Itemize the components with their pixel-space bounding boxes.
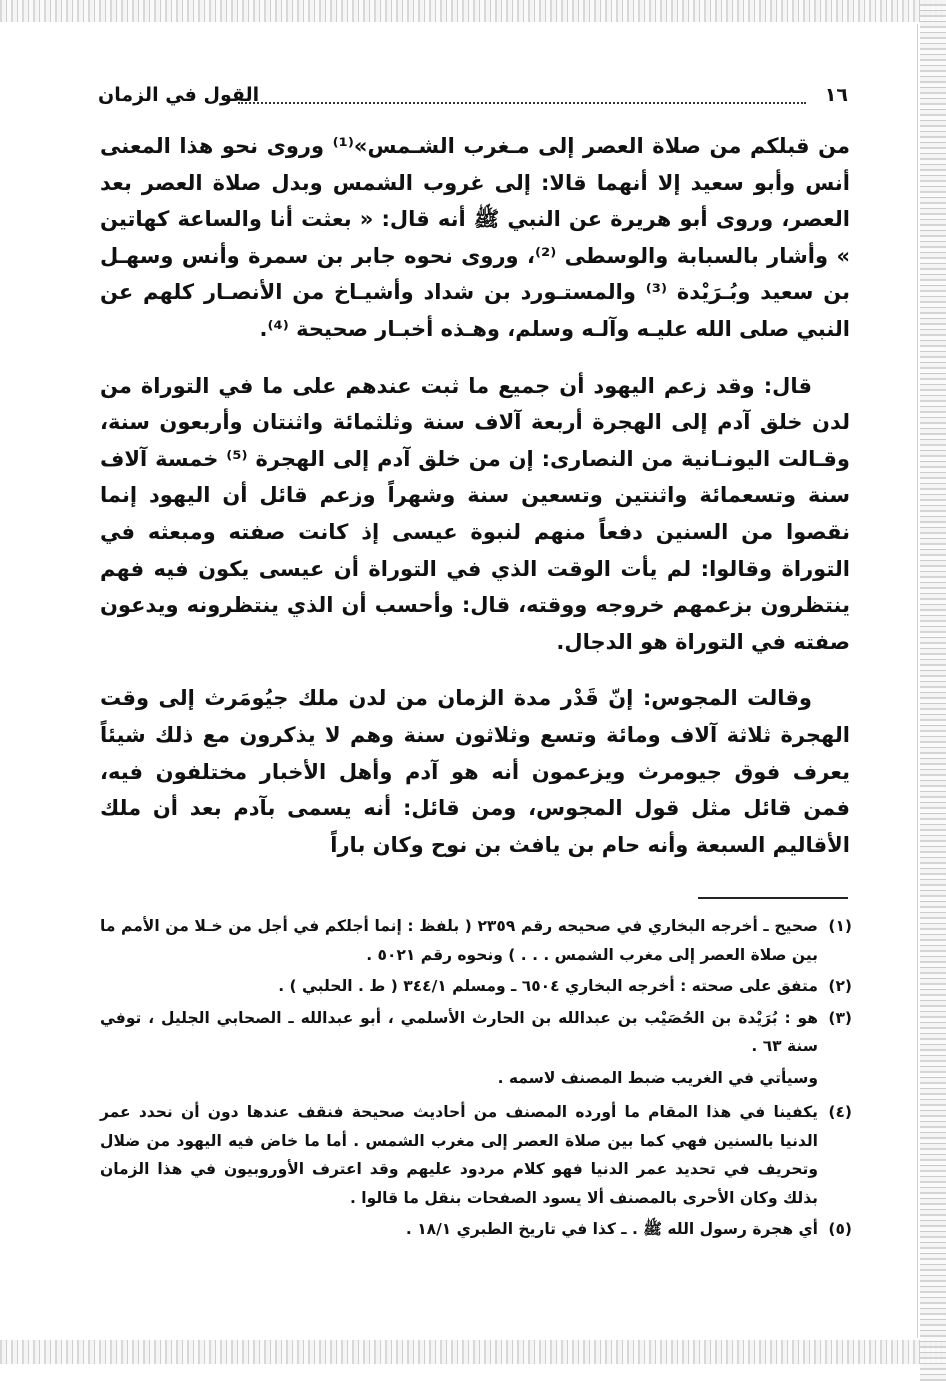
footnote-text: هو : بُرَيْدة بن الحُصَيْب بن عبدالله بن الحارث الأسلمي ، أبو عبدالله ـ الصحابي الجليل ، توفي سنة ٦٣ . [100,1008,818,1055]
footnote-text: متفق على صحته : أخرجه البخاري ٦٥٠٤ ـ ومسلم ٣٤٤/١ ( ط . الحلبي ) . [278,977,818,995]
footnote-4 [100,1098,852,1212]
footnote-separator [698,897,848,899]
footnote-text: وسيأتي في الغريب ضبط المصنف لاسمه . [497,1068,818,1087]
footnote-text: يكفينا في هذا المقام ما أورده المصنف من أحاديث صحيحة فنقف عندها دون أن نحدد عمر الدنيا بالسنين فهي كما بين صلاة العصر إلى مغرب الشمس . أما ما خاض فيه اليهود من ضلال وتحريف في تحديد عمر الدنيا فهو كلام مردود عليهم وقد اعترف الأوروبيون في هذا الزمان بذلك وكان الأحرى بالمصنف ألا يسود الصفحات بنقل ما قالوا . [100,1103,818,1207]
footnote-number: (٢) [828,977,852,995]
paragraph-1: من قبلكم من صلاة العصر إلى مـغرب الشـمس»⁽¹⁾ وروى نحو هذا المعنى أنس وأبو سعيد إلا أنهما قالا: إلى غروب الشمس وبدل صلاة العصر بعد العصر، وروى أبو هريرة عن النبي ﷺ أنه قال: « بعثت أنا والساعة كهاتين » وأشار بالسبابة والوسطى ⁽²⁾، وروى نحوه جابر بن سمرة وأنس وسهـل بن سعيد وبُـرَيْدة ⁽³⁾ والمستـورد بن شداد وأشيـاخ من الأنصـار كلهم عن النبي صلى الله عليـه وآلـه وسلم، وهـذه أخبـار صحيحة ⁽⁴⁾. [100,134,851,341]
footnote-3 [100,1004,852,1061]
header-dotted-leader [238,102,806,104]
decorative-border-right [920,0,946,1381]
decorative-border-bottom [0,1340,946,1364]
paragraph-2: قال: وقد زعم اليهود أن جميع ما ثبت عندهم على ما في التوراة من لدن خلق آدم إلى الهجرة أربعة آلاف سنة وثلثمائة واثنتان وأربعون سنة، وقـالت اليونـانية من النصارى: إن من خلق آدم إلى الهجرة ⁽⁵⁾ خمسة آلاف سنة وتسعمائة واثنتين وتسعين سنة وشهراً وزعم قائل أن اليهود إنما نقصوا من السنين دفعاً منهم لنبوة عيسى إذ كانت صفته ومبعثه في التوراة وقالوا: لم يأت الوقت الذي في التوراة أن عيسى يكون فيه فهم ينتظرون بزعمهم خروجه ووقته، قال: وأحسب أن الذي ينتظرونه ويدعون صفته في التوراة هو الدجال. [100,373,850,654]
decorative-border-top [0,0,946,22]
running-header [98,82,850,114]
footnote-text: أي هجرة رسول الله ﷺ . ـ كذا في تاريخ الطبري ١٨/١ . [405,1220,818,1238]
footnote-1 [100,912,852,969]
border-inner-line [917,24,918,1338]
paragraph-3: وقالت المجوس: إنّ قَدْر مدة الزمان من لدن ملك جيُومَرث إلى وقت الهجرة ثلاثة آلاف ومائة وتسع وثلاثون سنة وهم لا يذكرون مع ذلك شيئاً يعرف فوق جيومرث ويزعمون أنه هو آدم وأهل الأخبار مختلفون فيه، فمن قائل مثل قول المجوس، ومن قائل: أنه يسمى بآدم بعد أن ملك الأقاليم السبعة وأنه حام بن يافث بن نوح وكان باراً [100,686,850,857]
footnote-number: (٣) [828,1008,852,1027]
footnote-number: (٤) [828,1103,852,1121]
footnote-3-continuation [100,1064,852,1093]
footnotes [100,912,852,1247]
footnote-2 [100,972,852,1001]
footnote-5 [100,1215,852,1244]
page-number: ١٦ [824,84,848,106]
footnote-number: (٥) [828,1220,852,1238]
running-title: القول في الزمان [98,84,260,106]
footnote-text: صحيح ـ أخرجه البخاري في صحيحه رقم ٢٣٥٩ ( بلفظ : إنما أجلكم في أجل من خـلا من الأمم ما بين صلاة العصر إلى مغرب الشمس . . . ) ونحوه رقم ٥٠٢١ . [100,917,818,964]
footnote-number: (١) [828,917,852,935]
main-text [100,128,850,883]
